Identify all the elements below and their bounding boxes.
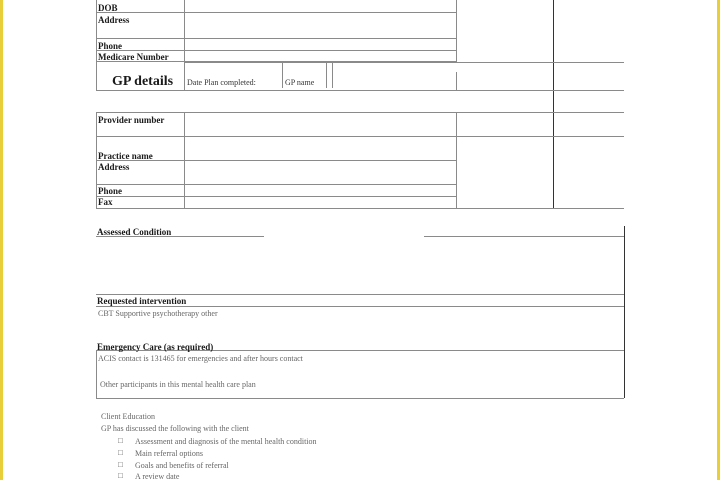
table-border <box>624 226 625 398</box>
emergency-care-label: Emergency Care (as required) <box>97 342 214 352</box>
table-rule <box>96 112 624 113</box>
requested-intervention-options: CBT Supportive psychotherapy other <box>98 309 218 318</box>
checkbox-icon: □ <box>118 436 123 445</box>
table-rule <box>96 208 624 209</box>
gp-name-label: GP name <box>285 78 315 87</box>
list-item: Main referral options <box>135 449 203 458</box>
gp-details-title: GP details <box>112 74 174 89</box>
dob-label: DOB <box>98 3 118 13</box>
table-border <box>326 62 327 88</box>
table-border <box>184 62 185 90</box>
table-rule <box>96 38 456 39</box>
practice-fax-label: Fax <box>98 197 113 207</box>
table-rule <box>96 136 624 137</box>
table-border <box>332 62 333 88</box>
table-border <box>456 112 457 208</box>
table-rule <box>184 62 624 63</box>
phone-label: Phone <box>98 41 123 51</box>
checkbox-icon: □ <box>118 471 123 480</box>
table-border <box>553 0 554 208</box>
address-label: Address <box>98 15 130 25</box>
table-rule <box>96 90 624 91</box>
table-border <box>96 112 97 208</box>
table-border <box>96 0 97 62</box>
table-rule <box>96 12 456 13</box>
table-rule <box>96 184 456 185</box>
requested-intervention-label: Requested intervention <box>97 296 187 306</box>
table-border <box>282 62 283 88</box>
checkbox-icon: □ <box>118 460 123 469</box>
table-border <box>456 72 457 90</box>
table-border <box>96 62 97 90</box>
other-participants-text: Other participants in this mental health care plan <box>100 380 256 389</box>
provider-number-label: Provider number <box>98 115 165 125</box>
page-frame-left <box>0 0 3 480</box>
table-rule <box>424 236 624 237</box>
practice-name-label: Practice name <box>98 151 153 161</box>
date-plan-completed-label: Date Plan completed: <box>187 78 256 87</box>
emergency-contact-text: ACIS contact is 131465 for emergencies and after hours contact <box>98 354 303 363</box>
checkbox-icon: □ <box>118 448 123 457</box>
table-border <box>184 112 185 208</box>
client-education-title: Client Education <box>101 412 155 421</box>
table-border <box>456 0 457 62</box>
list-item: Goals and benefits of referral <box>135 461 229 470</box>
practice-phone-label: Phone <box>98 186 123 196</box>
table-border <box>96 350 97 398</box>
table-rule <box>96 398 624 399</box>
list-item: Assessment and diagnosis of the mental health condition <box>135 437 317 446</box>
table-rule <box>96 196 456 197</box>
table-rule <box>96 306 624 307</box>
table-rule <box>96 50 456 51</box>
table-rule <box>96 294 624 295</box>
list-item: A review date <box>135 472 180 481</box>
client-education-intro: GP has discussed the following with the client <box>101 424 249 433</box>
table-border <box>184 0 185 62</box>
medicare-number-label: Medicare Number <box>98 52 169 62</box>
practice-address-label: Address <box>98 162 130 172</box>
assessed-condition-label: Assessed Condition <box>97 227 172 237</box>
